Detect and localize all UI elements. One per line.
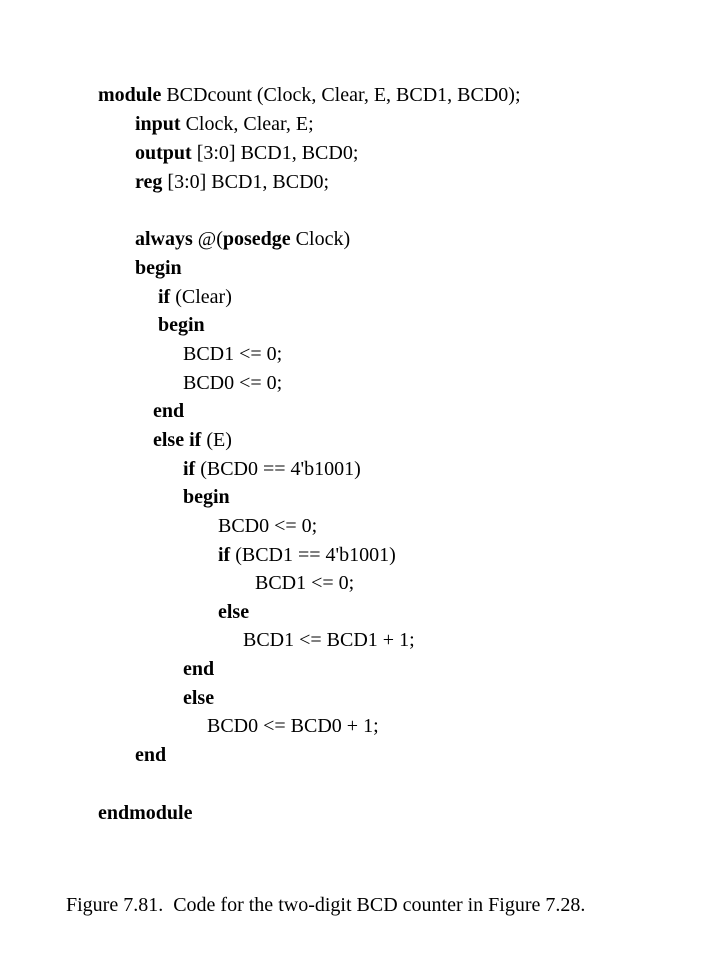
code-keyword: else [183,687,215,709]
code-line [255,571,354,595]
code-keyword: end [153,400,185,422]
code-text: (E) [201,429,232,451]
code-line [183,686,214,710]
code-line [153,399,184,423]
code-line [98,801,192,825]
code-line [183,457,361,481]
code-keyword: begin [135,257,182,279]
code-line [135,227,350,251]
code-line [98,83,521,107]
code-keyword: begin [183,486,230,508]
code-keyword: else [218,601,250,623]
code-line [183,371,282,395]
code-keyword: posedge [222,228,291,250]
code-keyword: always [135,228,193,250]
code-keyword: output [135,142,192,164]
code-text: BCDcount (Clock, Clear, E, BCD1, BCD0); [161,84,521,106]
code-keyword: if [158,286,171,308]
code-line [135,743,166,767]
code-keyword: else if [153,429,202,451]
code-line [135,170,329,194]
code-text: BCD1 <= 0; [255,572,355,594]
code-line [135,141,358,165]
code-text: BCD1 <= 0; [183,343,283,365]
code-text: [3:0] BCD1, BCD0; [191,142,359,164]
code-line [158,313,205,337]
figure-caption: Figure 7.81. Code for the two-digit BCD counter in Figure 7.28. [66,894,586,916]
code-text: BCD0 <= 0; [218,515,318,537]
code-keyword: end [135,744,167,766]
code-text: (Clear) [170,286,232,308]
code-keyword: module [98,84,162,106]
code-keyword: end [183,658,215,680]
code-line [153,428,232,452]
code-text: BCD0 <= BCD0 + 1; [207,715,379,737]
code-line [158,285,232,309]
code-line [218,514,317,538]
code-text: BCD1 <= BCD1 + 1; [243,629,415,651]
code-text: Clock, Clear, E; [180,113,314,135]
code-line [207,714,379,738]
code-line [183,657,214,681]
code-line [218,543,396,567]
code-keyword: if [183,458,196,480]
code-text: (BCD1 == 4'b1001) [230,544,396,566]
code-text: @( [192,228,223,250]
code-keyword: endmodule [98,802,193,824]
code-keyword: input [135,113,181,135]
code-line [135,256,182,280]
code-text: [3:0] BCD1, BCD0; [162,171,330,193]
code-keyword: if [218,544,231,566]
code-text: (BCD0 == 4'b1001) [195,458,361,480]
code-text: BCD0 <= 0; [183,372,283,394]
code-line [183,342,282,366]
code-keyword: reg [135,171,163,193]
code-line [135,112,314,136]
code-line [183,485,230,509]
code-line [243,628,415,652]
code-keyword: begin [158,314,205,336]
code-text: Clock) [290,228,351,250]
code-line [218,600,249,624]
